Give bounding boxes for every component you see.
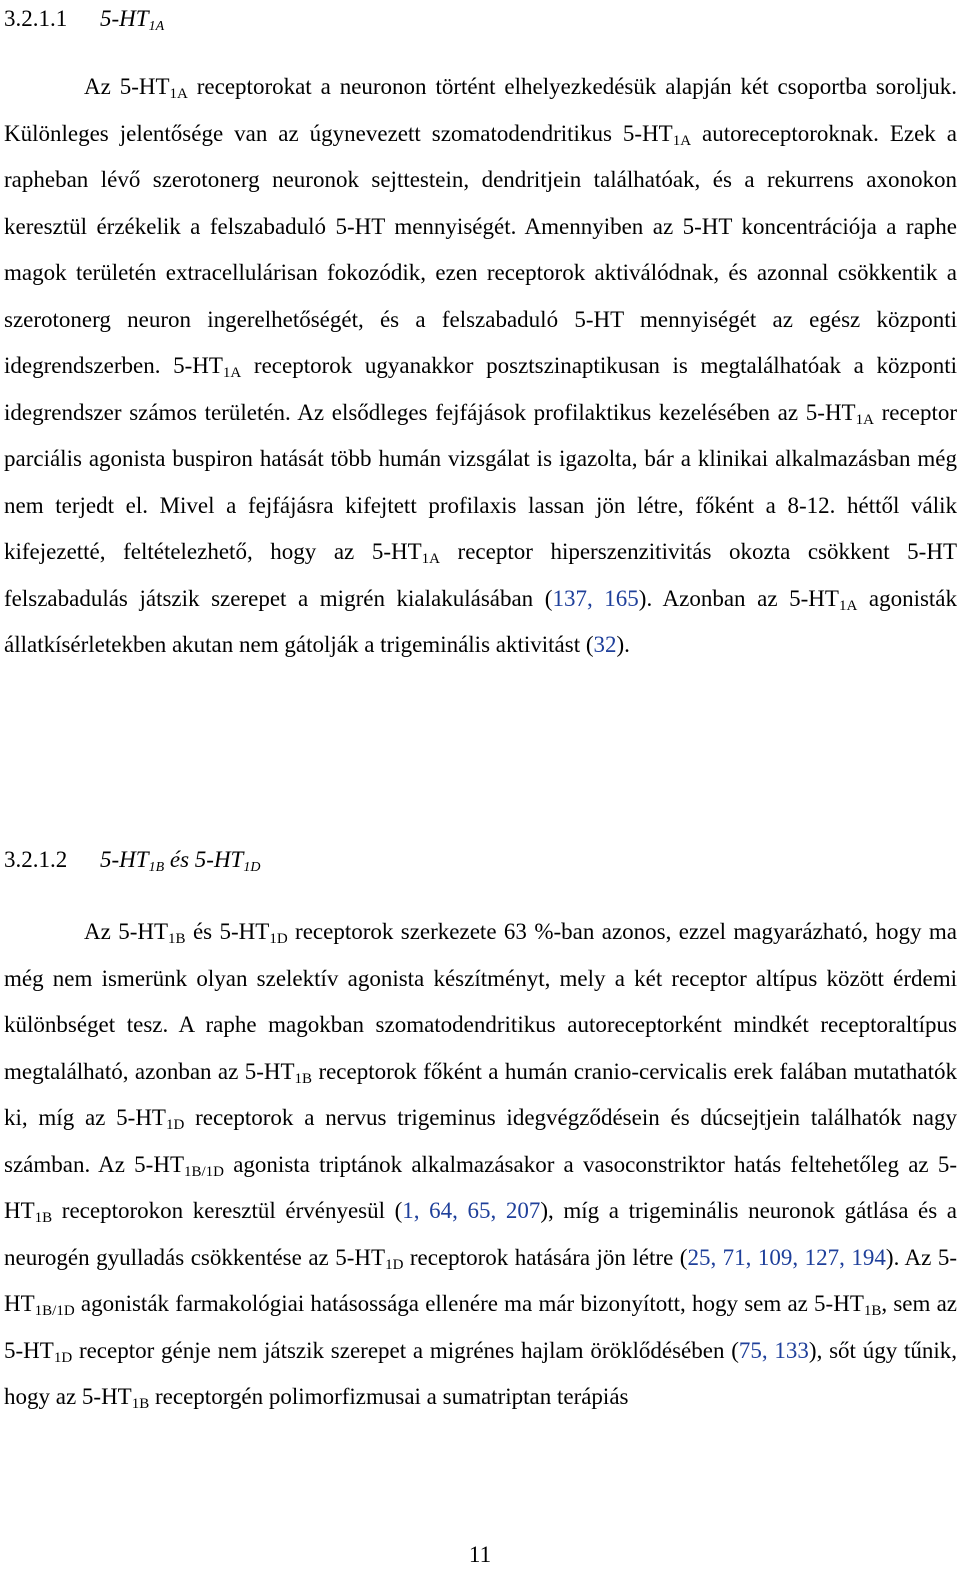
reference-link[interactable]: 32 (593, 632, 617, 657)
paragraph-5ht1b-1d: Az $5-HT_{1B}$ és $5-HT_{1D}$ receptorok szerkezete 63 %-ban azonos, ezzel magyarázható, hogy ma még nem ismerünk olyan szelektív agonista készítményt, mely a két receptor altípus között érdemi különbséget tesz. A raphe magokban szomatodendritikus autoreceptorként mindkét receptoraltípus megtalálható, azonban az $5-HT_{1B}$ receptorok főként a humán cranio-cervicalis erek falában mutathatók ki, míg az $5-HT_{1D}$ receptorok a nervus trigeminus idegvégződésein és dúcsejtjein találhatók nagy számban. Az $5-HT_{1B/1D}$ agonista triptánok alkalmazásakor a vasoconstriktor hatás feltehetőleg az $5-HT_{1B}$ receptorokon keresztül érvényesül (1, 64, 65, 207), míg a trigeminális neuronok gátlása és a neurogén gyulladás csökkentése az $5-HT_{1D}$ receptorok hatására jön létre (25, 71, 109, 127, 194). Az $5-HT_{1B/1D}$ agonisták farmakológiai hatásossága ellenére ma már bizonyított, hogy sem az $5-HT_{1B}$, sem az $5-HT_{1D}$ receptor génje nem játszik szerepet a migrénes hajlam öröklődésében (75, 133), sőt úgy tűnik, hogy az $5-HT_{1B}$ receptorgén polimorfizmusai a sumatriptan terápiás (4, 919, 958, 1412)
section-title: $5-HT_{1A}$ (100, 6, 165, 34)
paragraph-5ht1a: Az $5-HT_{1A}$ receptorokat a neuronon történt elhelyezkedésük alapján két csoportba soroljuk. Különleges jelentősége van az úgynevezett szomatodendritikus $5-HT_{1A}$ autoreceptoroknak. Ezek a rapheban lévő szerotonerg neuronok sejttestein, dendritjein találhatóak, és a rekurrens axonokon keresztül érzékelik a felszabaduló 5-HT mennyiségét. Amennyiben az 5-HT koncentrációja a raphe magok területén extracellulárisan fokozódik, ezen receptorok aktiválódnak, és azonnal csökkentik a szerotonerg neuron ingerelhetőségét, és a felszabaduló 5-HT mennyiségét az egész központi idegrendszerben. $5-HT_{1A}$ receptorok ugyanakkor posztszinaptikusan is megtalálhatóak a központi idegrendszer számos területén. Az elsődleges fejfájások profilaktikus kezelésében az $5-HT_{1A}$ receptor parciális agonista buspiron hatását több humán vizsgálat is igazolta, bár a klinikai alkalmazásban még nem terjedt el. Mivel a fejfájásra kifejtett profilaxis lassan jön létre, főként a 8-12. héttől válik kifejezetté, feltételezhető, hogy az $5-HT_{1A}$ receptor hiperszenzitivitás okozta csökkent 5-HT felszabadulás játszik szerepet a migrén kialakulásában (137, 165). Azonban az $5-HT_{1A}$ agonisták állatkísérletekben akutan nem gátolják a trigeminális aktivitást (32). (4, 74, 958, 657)
reference-link[interactable]: 75, 133 (738, 1337, 809, 1363)
page-number: 11 (468, 1542, 492, 1567)
reference-link[interactable]: 1, 64, 65, 207 (402, 1198, 541, 1223)
section-number: 3.2.1.2 (4, 847, 68, 872)
section-title: $5-HT_{1B}$ és $5-HT_{1D}$ (100, 847, 261, 875)
reference-link[interactable]: 25, 71, 109, 127, 194 (687, 1244, 886, 1270)
section-heading-5ht1b-1d (4, 845, 260, 883)
section-number: 3.2.1.1 (4, 6, 68, 31)
reference-link[interactable]: 137, 165 (552, 585, 639, 611)
section-heading-5ht1a (4, 4, 164, 42)
